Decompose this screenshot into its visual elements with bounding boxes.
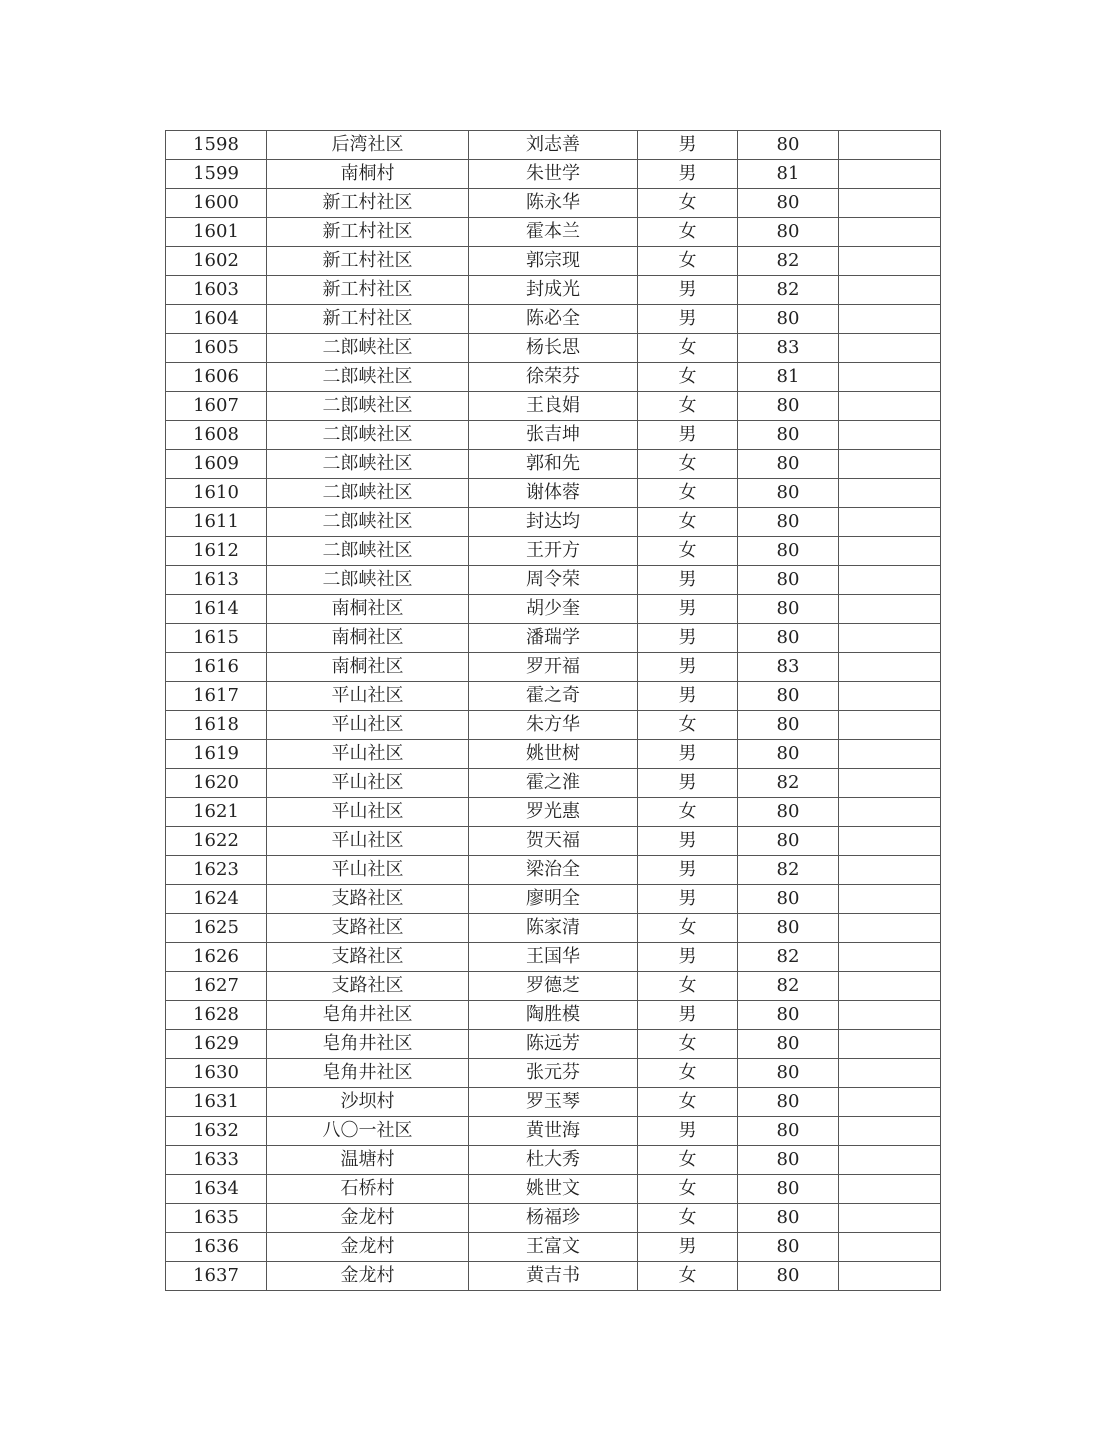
cell-number: 1620 [166, 769, 267, 798]
cell-community: 平山社区 [267, 856, 469, 885]
cell-number: 1599 [166, 160, 267, 189]
cell-age: 80 [738, 479, 839, 508]
cell-age: 82 [738, 856, 839, 885]
cell-person-name: 朱方华 [469, 711, 638, 740]
cell-gender: 女 [638, 914, 738, 943]
cell-person-name: 谢体蓉 [469, 479, 638, 508]
cell-person-name: 黄世海 [469, 1117, 638, 1146]
cell-community: 二郎峡社区 [267, 363, 469, 392]
cell-note [839, 1088, 941, 1117]
cell-note [839, 160, 941, 189]
cell-number: 1613 [166, 566, 267, 595]
table-row [166, 827, 941, 856]
cell-number: 1615 [166, 624, 267, 653]
table-row [166, 218, 941, 247]
cell-gender: 女 [638, 334, 738, 363]
table-row [166, 276, 941, 305]
cell-age: 83 [738, 653, 839, 682]
cell-person-name: 胡少奎 [469, 595, 638, 624]
cell-note [839, 1262, 941, 1291]
cell-community: 八〇一社区 [267, 1117, 469, 1146]
cell-note [839, 856, 941, 885]
cell-age: 80 [738, 595, 839, 624]
cell-community: 二郎峡社区 [267, 479, 469, 508]
cell-community: 二郎峡社区 [267, 566, 469, 595]
cell-note [839, 595, 941, 624]
cell-age: 80 [738, 798, 839, 827]
cell-age: 82 [738, 769, 839, 798]
cell-gender: 女 [638, 1262, 738, 1291]
table-row [166, 595, 941, 624]
cell-gender: 女 [638, 508, 738, 537]
cell-person-name: 姚世文 [469, 1175, 638, 1204]
cell-person-name: 王开方 [469, 537, 638, 566]
cell-number: 1628 [166, 1001, 267, 1030]
roster-table [165, 130, 941, 1291]
cell-community: 支路社区 [267, 943, 469, 972]
cell-note [839, 1030, 941, 1059]
cell-number: 1619 [166, 740, 267, 769]
table-row [166, 1204, 941, 1233]
table-row [166, 1117, 941, 1146]
cell-number: 1605 [166, 334, 267, 363]
cell-gender: 男 [638, 740, 738, 769]
table-row [166, 1088, 941, 1117]
table-row [166, 1233, 941, 1262]
cell-age: 80 [738, 1088, 839, 1117]
cell-person-name: 霍本兰 [469, 218, 638, 247]
cell-person-name: 姚世树 [469, 740, 638, 769]
cell-person-name: 王国华 [469, 943, 638, 972]
cell-number: 1614 [166, 595, 267, 624]
cell-note [839, 769, 941, 798]
cell-gender: 女 [638, 1146, 738, 1175]
cell-number: 1632 [166, 1117, 267, 1146]
cell-person-name: 陈远芳 [469, 1030, 638, 1059]
cell-number: 1609 [166, 450, 267, 479]
cell-age: 80 [738, 305, 839, 334]
cell-person-name: 潘瑞学 [469, 624, 638, 653]
cell-age: 80 [738, 1030, 839, 1059]
cell-community: 新工村社区 [267, 247, 469, 276]
cell-community: 皂角井社区 [267, 1030, 469, 1059]
cell-gender: 男 [638, 624, 738, 653]
table-row [166, 479, 941, 508]
cell-community: 二郎峡社区 [267, 334, 469, 363]
table-row [166, 566, 941, 595]
cell-note [839, 131, 941, 160]
cell-note [839, 392, 941, 421]
cell-person-name: 杜大秀 [469, 1146, 638, 1175]
cell-age: 80 [738, 624, 839, 653]
cell-number: 1611 [166, 508, 267, 537]
cell-age: 82 [738, 276, 839, 305]
cell-note [839, 682, 941, 711]
cell-gender: 男 [638, 276, 738, 305]
table-row [166, 914, 941, 943]
cell-person-name: 刘志善 [469, 131, 638, 160]
cell-person-name: 罗德芝 [469, 972, 638, 1001]
cell-gender: 女 [638, 247, 738, 276]
table-row [166, 305, 941, 334]
table-row [166, 508, 941, 537]
cell-note [839, 1175, 941, 1204]
cell-note [839, 276, 941, 305]
cell-number: 1618 [166, 711, 267, 740]
table-row [166, 421, 941, 450]
table-row [166, 1146, 941, 1175]
table-row [166, 537, 941, 566]
cell-age: 80 [738, 740, 839, 769]
cell-note [839, 334, 941, 363]
cell-community: 平山社区 [267, 711, 469, 740]
cell-number: 1637 [166, 1262, 267, 1291]
cell-number: 1623 [166, 856, 267, 885]
cell-note [839, 624, 941, 653]
cell-gender: 男 [638, 856, 738, 885]
cell-gender: 男 [638, 566, 738, 595]
cell-number: 1612 [166, 537, 267, 566]
cell-number: 1630 [166, 1059, 267, 1088]
cell-person-name: 陈家清 [469, 914, 638, 943]
cell-community: 南桐村 [267, 160, 469, 189]
cell-age: 80 [738, 189, 839, 218]
table-row [166, 1001, 941, 1030]
cell-number: 1608 [166, 421, 267, 450]
table-row [166, 160, 941, 189]
cell-age: 80 [738, 1262, 839, 1291]
cell-note [839, 653, 941, 682]
cell-age: 80 [738, 218, 839, 247]
cell-number: 1624 [166, 885, 267, 914]
cell-age: 80 [738, 1175, 839, 1204]
cell-note [839, 972, 941, 1001]
cell-age: 82 [738, 943, 839, 972]
cell-person-name: 周令荣 [469, 566, 638, 595]
cell-gender: 男 [638, 1117, 738, 1146]
cell-community: 南桐社区 [267, 595, 469, 624]
cell-number: 1622 [166, 827, 267, 856]
table-row [166, 682, 941, 711]
cell-note [839, 827, 941, 856]
cell-person-name: 王良娟 [469, 392, 638, 421]
cell-gender: 女 [638, 392, 738, 421]
cell-community: 新工村社区 [267, 218, 469, 247]
cell-age: 80 [738, 1117, 839, 1146]
cell-community: 沙坝村 [267, 1088, 469, 1117]
cell-community: 二郎峡社区 [267, 392, 469, 421]
cell-gender: 女 [638, 1175, 738, 1204]
cell-gender: 男 [638, 595, 738, 624]
cell-community: 皂角井社区 [267, 1059, 469, 1088]
cell-age: 80 [738, 537, 839, 566]
cell-note [839, 885, 941, 914]
cell-gender: 女 [638, 798, 738, 827]
cell-age: 80 [738, 885, 839, 914]
cell-gender: 男 [638, 827, 738, 856]
cell-number: 1598 [166, 131, 267, 160]
cell-person-name: 郭宗现 [469, 247, 638, 276]
cell-note [839, 1117, 941, 1146]
cell-gender: 女 [638, 189, 738, 218]
cell-gender: 女 [638, 1030, 738, 1059]
cell-age: 80 [738, 1233, 839, 1262]
cell-community: 皂角井社区 [267, 1001, 469, 1030]
table-row [166, 1059, 941, 1088]
cell-person-name: 霍之奇 [469, 682, 638, 711]
cell-gender: 女 [638, 1088, 738, 1117]
cell-person-name: 封达均 [469, 508, 638, 537]
cell-age: 80 [738, 682, 839, 711]
cell-community: 金龙村 [267, 1233, 469, 1262]
cell-age: 80 [738, 711, 839, 740]
cell-number: 1634 [166, 1175, 267, 1204]
cell-note [839, 1059, 941, 1088]
cell-community: 二郎峡社区 [267, 508, 469, 537]
table-row [166, 653, 941, 682]
cell-note [839, 189, 941, 218]
table-row [166, 740, 941, 769]
cell-note [839, 247, 941, 276]
cell-number: 1636 [166, 1233, 267, 1262]
table-row [166, 1030, 941, 1059]
cell-person-name: 郭和先 [469, 450, 638, 479]
cell-community: 新工村社区 [267, 305, 469, 334]
table-row [166, 363, 941, 392]
table-row [166, 624, 941, 653]
table-row [166, 1262, 941, 1291]
cell-note [839, 740, 941, 769]
cell-age: 83 [738, 334, 839, 363]
cell-age: 81 [738, 160, 839, 189]
cell-community: 平山社区 [267, 740, 469, 769]
cell-community: 二郎峡社区 [267, 450, 469, 479]
table-row [166, 450, 941, 479]
cell-age: 80 [738, 1204, 839, 1233]
cell-person-name: 罗开福 [469, 653, 638, 682]
cell-gender: 女 [638, 711, 738, 740]
cell-number: 1602 [166, 247, 267, 276]
cell-note [839, 479, 941, 508]
cell-person-name: 贺天福 [469, 827, 638, 856]
cell-number: 1629 [166, 1030, 267, 1059]
cell-number: 1604 [166, 305, 267, 334]
cell-note [839, 218, 941, 247]
cell-age: 80 [738, 450, 839, 479]
cell-community: 温塘村 [267, 1146, 469, 1175]
cell-age: 82 [738, 247, 839, 276]
cell-age: 80 [738, 131, 839, 160]
cell-note [839, 537, 941, 566]
cell-gender: 女 [638, 1204, 738, 1233]
cell-person-name: 陈永华 [469, 189, 638, 218]
cell-note [839, 798, 941, 827]
cell-note [839, 508, 941, 537]
cell-person-name: 陈必全 [469, 305, 638, 334]
cell-age: 80 [738, 1059, 839, 1088]
table-row [166, 1175, 941, 1204]
cell-number: 1606 [166, 363, 267, 392]
cell-community: 支路社区 [267, 972, 469, 1001]
cell-gender: 男 [638, 653, 738, 682]
cell-person-name: 梁治全 [469, 856, 638, 885]
cell-number: 1603 [166, 276, 267, 305]
cell-person-name: 罗玉琴 [469, 1088, 638, 1117]
table-row [166, 769, 941, 798]
cell-age: 80 [738, 1146, 839, 1175]
cell-age: 81 [738, 363, 839, 392]
cell-gender: 男 [638, 305, 738, 334]
table-row [166, 972, 941, 1001]
table-row [166, 798, 941, 827]
cell-number: 1626 [166, 943, 267, 972]
cell-person-name: 封成光 [469, 276, 638, 305]
cell-community: 金龙村 [267, 1262, 469, 1291]
cell-community: 平山社区 [267, 798, 469, 827]
cell-number: 1601 [166, 218, 267, 247]
table-row [166, 189, 941, 218]
table-row [166, 392, 941, 421]
cell-gender: 女 [638, 450, 738, 479]
cell-number: 1635 [166, 1204, 267, 1233]
cell-community: 南桐社区 [267, 624, 469, 653]
cell-person-name: 徐荣芬 [469, 363, 638, 392]
cell-age: 80 [738, 1001, 839, 1030]
cell-person-name: 杨长思 [469, 334, 638, 363]
cell-gender: 男 [638, 421, 738, 450]
cell-gender: 女 [638, 479, 738, 508]
roster-table-body [166, 131, 941, 1291]
cell-note [839, 450, 941, 479]
cell-note [839, 566, 941, 595]
cell-gender: 女 [638, 537, 738, 566]
cell-note [839, 363, 941, 392]
cell-person-name: 廖明全 [469, 885, 638, 914]
cell-person-name: 黄吉书 [469, 1262, 638, 1291]
cell-community: 南桐社区 [267, 653, 469, 682]
cell-age: 82 [738, 972, 839, 1001]
table-row [166, 711, 941, 740]
cell-number: 1633 [166, 1146, 267, 1175]
cell-community: 新工村社区 [267, 276, 469, 305]
cell-community: 支路社区 [267, 885, 469, 914]
cell-note [839, 1233, 941, 1262]
cell-gender: 男 [638, 1233, 738, 1262]
cell-age: 80 [738, 827, 839, 856]
table-row [166, 131, 941, 160]
cell-number: 1627 [166, 972, 267, 1001]
table-row [166, 856, 941, 885]
cell-gender: 男 [638, 885, 738, 914]
cell-gender: 男 [638, 943, 738, 972]
table-row [166, 885, 941, 914]
cell-number: 1607 [166, 392, 267, 421]
cell-note [839, 1204, 941, 1233]
cell-age: 80 [738, 421, 839, 450]
cell-number: 1631 [166, 1088, 267, 1117]
cell-gender: 男 [638, 769, 738, 798]
cell-note [839, 421, 941, 450]
cell-gender: 男 [638, 160, 738, 189]
cell-number: 1610 [166, 479, 267, 508]
cell-note [839, 1001, 941, 1030]
cell-gender: 女 [638, 363, 738, 392]
cell-person-name: 王富文 [469, 1233, 638, 1262]
cell-number: 1600 [166, 189, 267, 218]
cell-community: 二郎峡社区 [267, 537, 469, 566]
table-row [166, 247, 941, 276]
cell-age: 80 [738, 914, 839, 943]
cell-community: 二郎峡社区 [267, 421, 469, 450]
cell-number: 1621 [166, 798, 267, 827]
cell-person-name: 霍之淮 [469, 769, 638, 798]
cell-gender: 女 [638, 1059, 738, 1088]
cell-community: 金龙村 [267, 1204, 469, 1233]
cell-note [839, 305, 941, 334]
cell-person-name: 朱世学 [469, 160, 638, 189]
cell-gender: 男 [638, 131, 738, 160]
cell-community: 平山社区 [267, 769, 469, 798]
cell-person-name: 张吉坤 [469, 421, 638, 450]
cell-community: 后湾社区 [267, 131, 469, 160]
cell-gender: 男 [638, 1001, 738, 1030]
cell-number: 1625 [166, 914, 267, 943]
table-row [166, 943, 941, 972]
cell-number: 1616 [166, 653, 267, 682]
cell-gender: 男 [638, 682, 738, 711]
cell-gender: 女 [638, 972, 738, 1001]
cell-age: 80 [738, 392, 839, 421]
cell-person-name: 杨福珍 [469, 1204, 638, 1233]
cell-person-name: 张元芬 [469, 1059, 638, 1088]
cell-community: 支路社区 [267, 914, 469, 943]
cell-age: 80 [738, 508, 839, 537]
cell-note [839, 943, 941, 972]
cell-note [839, 1146, 941, 1175]
table-row [166, 334, 941, 363]
cell-gender: 女 [638, 218, 738, 247]
cell-community: 平山社区 [267, 682, 469, 711]
cell-person-name: 罗光惠 [469, 798, 638, 827]
cell-person-name: 陶胜模 [469, 1001, 638, 1030]
cell-number: 1617 [166, 682, 267, 711]
cell-note [839, 711, 941, 740]
cell-note [839, 914, 941, 943]
cell-community: 石桥村 [267, 1175, 469, 1204]
cell-age: 80 [738, 566, 839, 595]
cell-community: 平山社区 [267, 827, 469, 856]
cell-community: 新工村社区 [267, 189, 469, 218]
